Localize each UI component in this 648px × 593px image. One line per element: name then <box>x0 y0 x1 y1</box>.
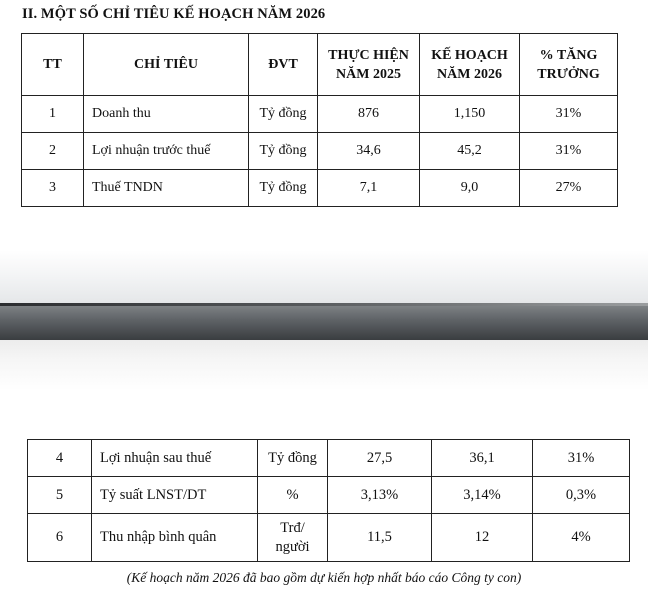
header-actual-2025 <box>318 34 420 96</box>
table-row <box>28 477 630 514</box>
section-title: II. MỘT SỐ CHỈ TIÊU KẾ HOẠCH NĂM 2026 <box>22 6 326 22</box>
table-row <box>22 133 618 170</box>
cell-unit: % <box>258 477 328 514</box>
cell-plan: 9,0 <box>420 170 520 207</box>
cell-actual: 3,13% <box>328 477 432 514</box>
cell-plan: 36,1 <box>432 440 533 477</box>
cell-actual: 876 <box>318 96 420 133</box>
cell-tt: 4 <box>28 440 92 477</box>
cell-unit: Tỷ đồng <box>258 440 328 477</box>
page-gap-bar <box>0 306 648 340</box>
cell-actual: 7,1 <box>318 170 420 207</box>
cell-indicator: Thu nhập bình quân <box>92 514 258 562</box>
cell-actual: 34,6 <box>318 133 420 170</box>
cell-indicator: Doanh thu <box>84 96 249 133</box>
header-indicator: CHỈ TIÊU <box>84 34 249 96</box>
cell-indicator: Tỷ suất LNST/DT <box>92 477 258 514</box>
cell-growth: 27% <box>520 170 618 207</box>
cell-unit: Tỷ đồng <box>249 96 318 133</box>
cell-growth: 0,3% <box>533 477 630 514</box>
cell-indicator: Thuế TNDN <box>84 170 249 207</box>
cell-actual: 27,5 <box>328 440 432 477</box>
cell-indicator: Lợi nhuận sau thuế <box>92 440 258 477</box>
cell-growth: 31% <box>520 133 618 170</box>
cell-unit: Tỷ đồng <box>249 170 318 207</box>
cell-indicator: Lợi nhuận trước thuế <box>84 133 249 170</box>
page-edge-shadow <box>0 250 648 310</box>
cell-tt: 5 <box>28 477 92 514</box>
cell-plan: 3,14% <box>432 477 533 514</box>
header-tt: TT <box>22 34 84 96</box>
cell-growth: 31% <box>520 96 618 133</box>
cell-plan: 45,2 <box>420 133 520 170</box>
header-plan-2026 <box>420 34 520 96</box>
cell-unit-line1: Trđ/ <box>280 519 305 536</box>
table-row <box>28 514 630 562</box>
header-growth-line2: TRƯỞNG <box>537 66 600 82</box>
cell-tt: 1 <box>22 96 84 133</box>
cell-growth: 31% <box>533 440 630 477</box>
header-plan-line2: NĂM 2026 <box>437 66 502 82</box>
table-header-row <box>22 34 618 96</box>
header-growth <box>520 34 618 96</box>
table-row <box>22 96 618 133</box>
cell-unit-line2: người <box>275 538 310 555</box>
cell-unit <box>258 514 328 562</box>
header-unit: ĐVT <box>249 34 318 96</box>
kpi-table-part-2 <box>27 439 630 562</box>
kpi-table-part-1 <box>21 33 618 207</box>
cell-plan: 12 <box>432 514 533 562</box>
cell-tt: 3 <box>22 170 84 207</box>
table-row <box>22 170 618 207</box>
cell-growth: 4% <box>533 514 630 562</box>
cell-unit: Tỷ đồng <box>249 133 318 170</box>
cell-plan: 1,150 <box>420 96 520 133</box>
header-plan-line1: KẾ HOẠCH <box>431 47 508 63</box>
cell-actual: 11,5 <box>328 514 432 562</box>
cell-tt: 6 <box>28 514 92 562</box>
header-growth-line1: % TĂNG <box>539 47 598 63</box>
cell-tt: 2 <box>22 133 84 170</box>
footnote: (Kế hoạch năm 2026 đã bao gồm dự kiến hợp nhất báo cáo Công ty con) <box>126 570 522 585</box>
header-actual-line2: NĂM 2025 <box>336 66 401 82</box>
header-actual-line1: THỰC HIỆN <box>328 47 409 63</box>
table-row <box>28 440 630 477</box>
